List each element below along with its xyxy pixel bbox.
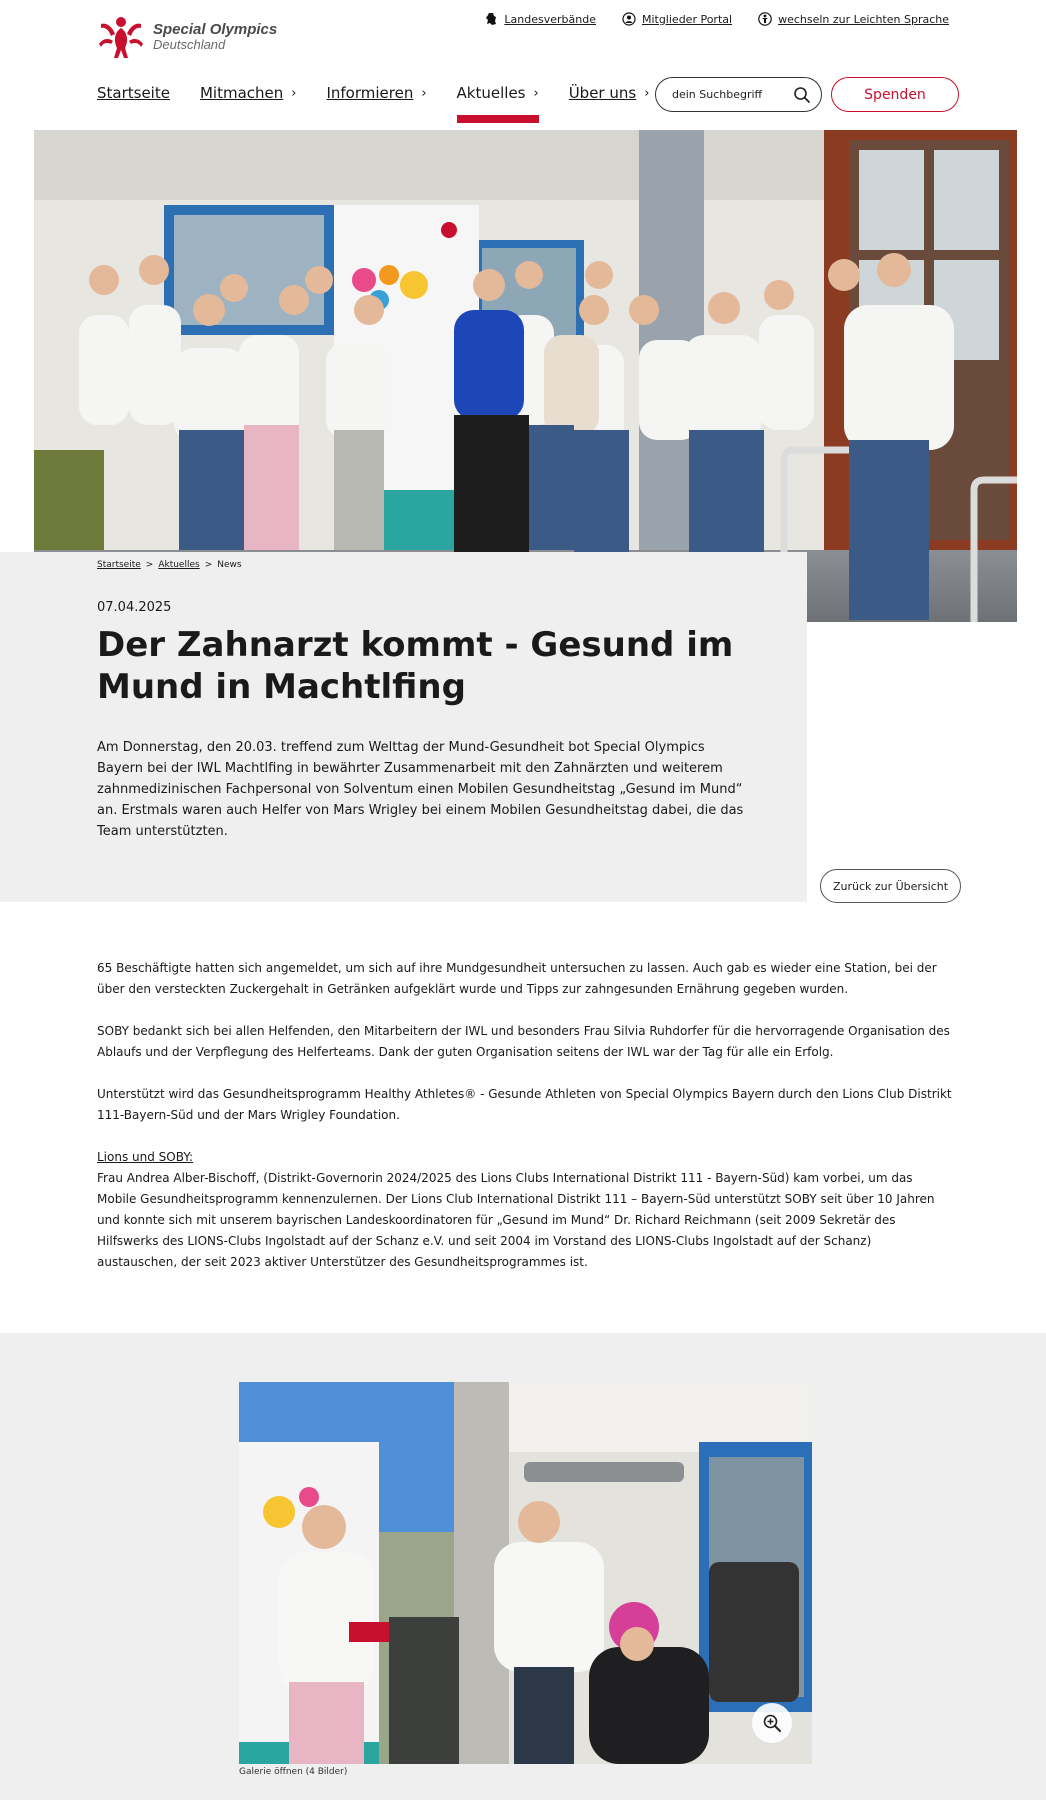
nav-item-label: Startseite xyxy=(97,84,170,102)
lions-heading: Lions und SOBY: xyxy=(97,1150,194,1164)
search-input[interactable] xyxy=(672,88,782,101)
donate-button[interactable]: Spenden xyxy=(831,77,959,112)
util-link-mitglieder-portal[interactable] xyxy=(622,12,732,26)
site-logo[interactable] xyxy=(97,14,277,60)
logo-subtitle: Deutschland xyxy=(153,37,226,53)
search-icon[interactable] xyxy=(793,86,811,104)
breadcrumb-item-aktuelles[interactable]: Aktuelles xyxy=(158,560,200,570)
article-intro: Am Donnerstag, den 20.03. treffend zum Welttag der Mund-Gesundheit bot Special Olympics Bayern bei der IWL Machtlfing in bewährter Zusammenarbeit mit den Zahnärzten und weiterem zahnmedizinischen Fachpersonal von Solventum einen Mobilen Gesundheitstag „Gesund im Mund“ an. Erstmals waren auch Helfer von Mars Wrigley bei einem Mobilen Gesundheitstag dabei, die das Team unterstützten. xyxy=(97,740,744,839)
nav-item-startseite[interactable] xyxy=(97,84,170,102)
chevron-right-icon: › xyxy=(291,85,297,101)
util-link-label: wechseln zur Leichten Sprache xyxy=(778,12,949,26)
group-photo-illustration xyxy=(34,130,1017,622)
lions-paragraph: Frau Andrea Alber-Bischoff, (Distrikt-Governorin 2024/2025 des Lions Clubs International Distrikt 111 - Bayern-Süd) kam vorbei, um das Mobile Gesundheitsprogramm kennenzulernen. Der Lions Club International Distrikt 111 – Bayern-Süd unterstützt SOBY seit über 10 Jahren und konnte sich mit unserem bayrischen Landeskoordinatoren für „Gesund im Mund“ Dr. Richard Reichmann (seit 2009 Sekretär des Hilfswerks des LIONS-Clubs Ingolstadt auf der Schanz e.V. und seit 2004 im Vorstand des LIONS-Clubs Ingolstadt auf der Schanz) austauschen, der seit 2023 aktiver Unterstützer des Gesundheitsprogrammes ist. xyxy=(97,1171,935,1269)
util-link-label: Mitglieder Portal xyxy=(641,12,733,26)
article-paragraph: Unterstützt wird das Gesundheitsprogramm Healthy Athletes® - Gesunde Athleten von Special Olympics Bayern durch den Lions Club Distrikt 111-Bayern-Süd und der Mars Wrigley Foundation. xyxy=(97,1087,952,1122)
breadcrumb-item-current: News xyxy=(217,560,242,570)
nav-item-aktuelles[interactable] xyxy=(457,84,539,102)
article-date: 07.04.2025 xyxy=(97,600,172,615)
nav-item-informieren[interactable] xyxy=(326,84,426,102)
chevron-right-icon: › xyxy=(644,85,650,101)
nav-item-label: Über uns xyxy=(568,84,637,102)
breadcrumb-item-startseite[interactable]: Startseite xyxy=(97,560,141,570)
util-link-landesverbaende[interactable] xyxy=(484,12,596,26)
chevron-right-icon: › xyxy=(533,85,539,101)
nav-item-label: Mitmachen xyxy=(199,84,284,102)
utility-nav xyxy=(484,12,949,26)
gallery-caption[interactable]: Galerie öffnen (4 Bilder) xyxy=(239,1767,348,1777)
back-to-overview-button[interactable]: Zurück zur Übersicht xyxy=(820,869,961,903)
breadcrumb-separator: > xyxy=(204,560,213,570)
article-paragraph: 65 Beschäftigte hatten sich angemeldet, um sich auf ihre Mundgesundheit untersuchen zu lassen. Auch gab es wieder eine Station, bei der über den versteckten Zuckergehalt in Getränken aufgeklärt wurde und Tipps zur zahngesunden Ernährung gegeben wurden. xyxy=(97,961,937,996)
zoom-in-icon xyxy=(762,1713,782,1733)
breadcrumb-separator: > xyxy=(145,560,154,570)
hero-image xyxy=(34,130,1017,622)
article-body xyxy=(97,958,952,1273)
main-nav xyxy=(97,84,649,102)
util-link-label: Landesverbände xyxy=(504,12,596,26)
breadcrumb xyxy=(97,560,242,570)
nav-item-ueber-uns[interactable] xyxy=(569,84,650,102)
article-title: Der Zahnarzt kommt - Gesund im Mund in Machtlfing xyxy=(97,625,734,707)
germany-map-icon xyxy=(484,12,498,26)
chevron-right-icon: › xyxy=(421,85,427,101)
gallery-photo-illustration xyxy=(239,1382,812,1764)
easy-language-icon xyxy=(758,12,772,26)
search-box xyxy=(655,77,822,112)
logo-title: Special Olympics xyxy=(153,20,278,38)
nav-item-label: Aktuelles xyxy=(456,84,526,102)
special-olympics-logo-icon xyxy=(97,14,145,60)
util-link-leichte-sprache[interactable] xyxy=(758,12,949,26)
nav-item-label: Informieren xyxy=(326,84,414,102)
article-paragraph: SOBY bedankt sich bei allen Helfenden, den Mitarbeitern der IWL und besonders Frau Silvia Ruhdorfer für die hervorragende Organisation des Ablaufs und der Verpflegung des Helferteams. Dank der guten Organisation seitens der IWL war der Tag für alle ein Erfolg. xyxy=(97,1024,950,1059)
zoom-in-button[interactable] xyxy=(752,1703,792,1743)
user-portal-icon xyxy=(622,12,636,26)
nav-item-mitmachen[interactable] xyxy=(200,84,297,102)
gallery-image[interactable] xyxy=(239,1382,812,1764)
